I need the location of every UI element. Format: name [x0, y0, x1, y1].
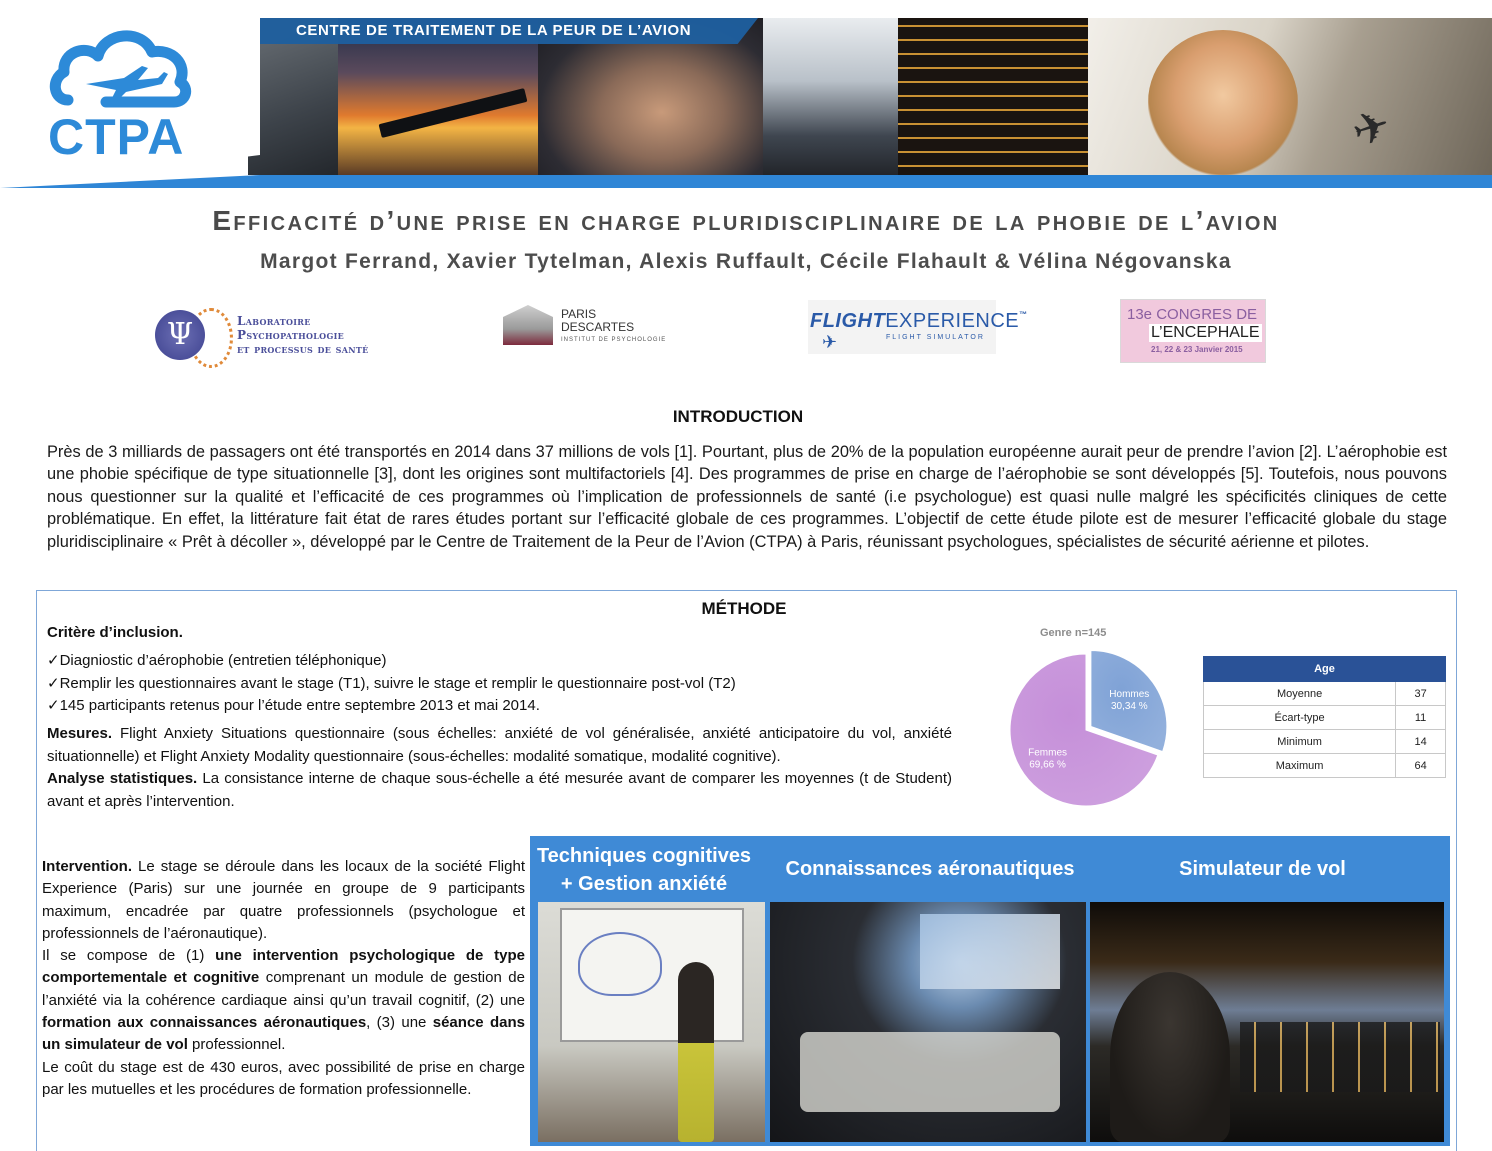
ctpa-logo-text: CTPA [48, 109, 185, 165]
banner-photo-airport-walk [763, 18, 898, 175]
flight-experience-logo [808, 300, 1028, 354]
paris-descartes-subtitle: INSTITUT DE PSYCHOLOGIE [561, 337, 667, 343]
psi-icon: Ψ [155, 310, 205, 360]
photo-aero-classroom [770, 902, 1086, 1142]
flight-logo-word: FLIGHT [810, 310, 886, 332]
congres-encephale-logo [1120, 299, 1266, 363]
table-row [1204, 682, 1446, 706]
experience-logo-word: EXPERIENCE [885, 310, 1020, 332]
pie-chart-title: Genre n=145 [1040, 627, 1107, 639]
age-stat-label: Minimum [1204, 730, 1396, 754]
age-stat-value: 64 [1396, 754, 1446, 778]
age-stat-value: 11 [1396, 706, 1446, 730]
congres-date-text: 21, 22 & 23 Janvier 2015 [1151, 345, 1243, 354]
intervention-paragraph-3: Le coût du stage est de 430 euros, avec possibilité de prise en charge par les mutuelles et les procédures de formation professionnelle. [42, 1058, 525, 1098]
poster-authors: Margot Ferrand, Xavier Tytelman, Alexis Ruffault, Cécile Flahault & Vélina Négovanska [260, 250, 1232, 273]
analyse-lead: Analyse statistiques. [47, 770, 198, 787]
criteria-item: ✓Remplir les questionnaires avant le stage (T1), suivre le stage et remplir le questionnaire post-vol (T2) [47, 674, 736, 692]
banner-caption: CENTRE DE TRAITEMENT DE LA PEUR DE L’AVION [296, 22, 692, 39]
introduction-text: Près de 3 milliards de passagers ont été transportés en 2014 dans 37 millions de vols [1]. Pourtant, plus de 20% de la population européenne aurait peur de prendre l’avion [2]. L’aérophobie est une phobie spécifique de type situationnelle [3], dont les origines sont multifactoriels [4]. Des programmes de prise en charge de l’aérophobie se sont développés [5]. Toutefois, nous pouvons nous questionner sur la qualité et l’efficacité de ces programmes où l’implication de professionnels de santé (i.e psychologue) est quasi nulle malgré les spécificités cliniques de cette problématique. En effet, la littérature fait état de rares études portant sur l’efficacité globale de ces programmes. L’objectif de cette étude pilote est de mesurer l’efficacité globale du stage pluridisciplinaire « Prêt à décoller », développé par le Centre de Traitement de la Peur de l’Avion (CTPA) à Paris, réunissant psychologues, spécialistes de sécurité aérienne et pilotes. [47, 443, 1447, 551]
intervention-paragraph-1: Intervention. Le stage se déroule dans les locaux de la société Flight Experience (Paris) sur une journée en groupe de 9 participants maximum, encadrée par quatre professionnels (psychologue et professionnels de l’aéronautique). [42, 858, 525, 942]
lab-logo-text: Laboratoire Psychopathologie et processus de santé [237, 314, 369, 356]
age-stat-label: Moyenne [1204, 682, 1396, 706]
brain-drawing [578, 932, 662, 996]
intervention-section [42, 856, 525, 1101]
banner-photo-woman-plane [1088, 18, 1492, 175]
pie-slice-label: Femmes [1028, 747, 1068, 759]
congres-top-text: 13e CONGRES DE [1127, 306, 1258, 323]
age-stat-label: Écart-type [1204, 706, 1396, 730]
age-stat-value: 14 [1396, 730, 1446, 754]
header-banner [0, 0, 1492, 188]
trademark-sign: ™ [1019, 310, 1028, 319]
photo-cognitive-session [538, 902, 765, 1142]
panel-heading-cognitive: Techniques cognitives + Gestion anxiété [536, 845, 752, 895]
pie-slice-label: Hommes [1109, 689, 1150, 701]
methode-heading: MÉTHODE [701, 599, 787, 618]
flight-logo-subtitle: FLIGHT SIMULATOR [886, 334, 985, 341]
criteria-list [47, 650, 736, 718]
mesures-lead: Mesures. [47, 725, 113, 742]
criteria-item: ✓145 participants retenus pour l’étude entre septembre 2013 et mai 2014. [47, 697, 540, 714]
mesures-text: Flight Anxiety Situations questionnaire (sous échelles: anxiété de vol généralisée, anxiété anticipatoire du vol, anxiété situationnelle) et Flight Anxiety Modality questionnaire (sous-échelles: modalité somatique, modalité cognitive). [47, 725, 952, 765]
mesures-paragraph [47, 723, 952, 768]
panel-heading-aero: Connaissances aéronautiques [785, 858, 1075, 880]
intervention-paragraph-2: Il se compose de (1) une intervention psychologique de type comportementale et cognitive comprenant un module de gestion de l’anxiété via la cohérence cardiaque ainsi qu’un travail cognitif, (2) une formation aux connaissances aéronautiques, (3) une séance dans un simulateur de vol professionnel. [42, 947, 525, 1054]
age-table-header: Age [1204, 657, 1446, 682]
table-row [1204, 754, 1446, 778]
poster-title: Efficacité d’une prise en charge pluridisciplinaire de la phobie de l’avion [212, 205, 1280, 236]
age-table [1203, 656, 1446, 778]
age-stat-value: 37 [1396, 682, 1446, 706]
congres-name-text: L’ENCEPHALE [1151, 324, 1260, 341]
introduction-heading: INTRODUCTION [672, 407, 804, 426]
criteria-item: ✓Diagniostic d’aérophobie (entretien téléphonique) [47, 652, 387, 669]
gender-pie-chart [996, 644, 1172, 816]
banner-accent-line [0, 175, 1492, 188]
age-stat-label: Maximum [1204, 754, 1396, 778]
paris-descartes-text: PARIS DESCARTES [561, 307, 635, 334]
lab-psychopathologie-logo [155, 308, 420, 364]
pie-slice-value: 69,66 % [1029, 759, 1066, 771]
intervention-photo-panel [530, 836, 1450, 1146]
photo-flight-simulator [1090, 902, 1444, 1142]
criteria-heading: Critère d’inclusion. [47, 624, 183, 641]
table-row [1204, 706, 1446, 730]
pie-slice-value: 30,34 % [1110, 701, 1148, 713]
banner-photo-departures-board [898, 18, 1088, 175]
analyse-text: La consistance interne de chaque sous-échelle a été mesurée avant de comparer les moyennes (t de Student) avant et après l’intervention. [47, 770, 952, 810]
analyse-paragraph [47, 768, 952, 813]
airplane-icon: ✈ [1346, 99, 1397, 158]
intervention-lead: Intervention. [42, 858, 133, 875]
paris-descartes-logo [503, 305, 678, 353]
panel-heading-simulator: Simulateur de vol [1179, 858, 1346, 880]
university-building-icon [503, 305, 553, 345]
table-row [1204, 730, 1446, 754]
airplane-icon: ✈ [822, 332, 838, 352]
